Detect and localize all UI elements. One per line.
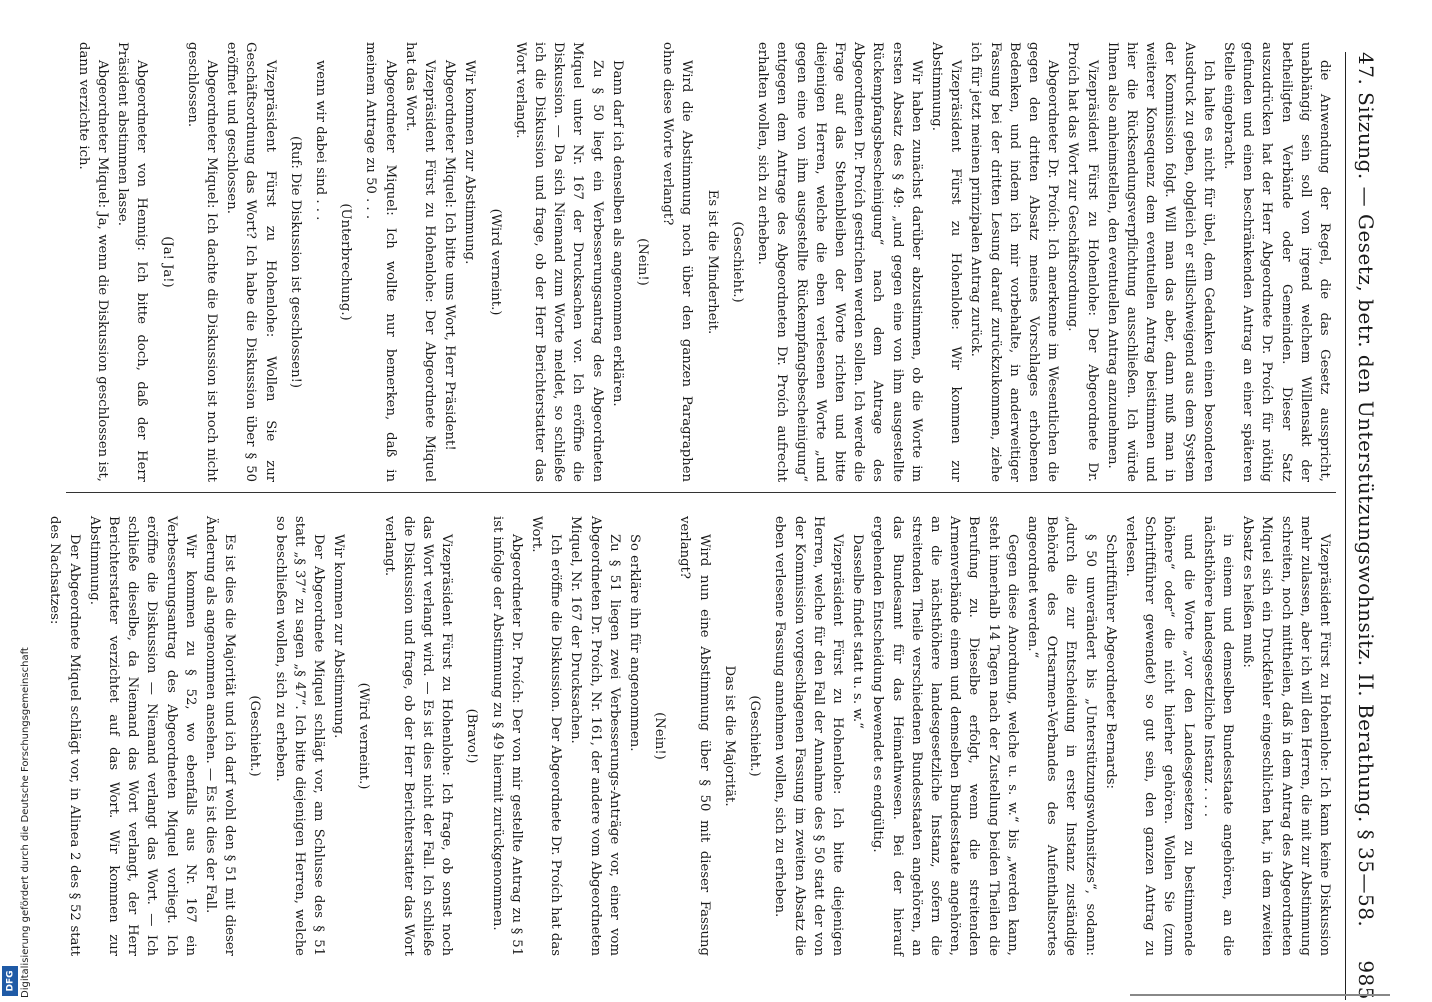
paragraph: Zu § 51 liegen zwei Verbesserungs-Anträge vor, einer vom Abgeordneten Dr. Proích, Nr. 161, der andere vom Abgeordneten Miquel, Nr. 167 der Drucksachen. (568, 516, 622, 956)
digitization-text: Digitalisierung gefördert durch die Deutsche Forschungsgemeinschaft (20, 647, 31, 998)
rotated-page-content (46, 0, 1386, 1000)
paragraph: Schriftführer Abgeordneter Bernards: (1102, 534, 1118, 789)
header-title: 47. Sitzung. — Gesetz, betr. den Unterstützungswohnsitz. II. Berathung. § 35—58. (1354, 52, 1378, 928)
paragraph: Wird die Abstimmung noch über den ganzen Paragraphen ohne diese Worte verlangt? (660, 42, 695, 482)
paragraph: Ich halte es nicht für übel, dem Gedanken einen besonderen Ausdruck zu geben, obgleich er stillschweigend aus dem System der Kommission folgt. Will man das aber, dann muß man in weiterer Konsequenz dem eventuellen Antrag beistimmen und hier die Rücksendungsverpflichtung ausschließen. Ich würde Ihnen also anheimstellen, den eventuellen Antrag anzunehmen. (1104, 42, 1216, 482)
paragraph: (Ja! Ja!) (159, 236, 175, 288)
paragraph: (Geschieht.) (729, 221, 745, 303)
paragraph: Vizepräsident Fürst zu Hohenlohe: Ich bitte diejenigen Herren, welche für den Fall der Annahme des § 50 statt der von der Kommission vorgeschlagenen Fassung im zweiten Absatz die eben verlesene Fassung annehmen wollen, sich zu erheben. (772, 516, 845, 956)
paragraph: (Nein!) (635, 238, 651, 286)
paragraph: (Bravo!) (464, 708, 480, 764)
dfg-logo (2, 966, 18, 996)
paragraph: (Unterbrechung.) (338, 203, 354, 321)
paragraph: Abgeordneter von Hennig: Ich bitte doch, daß der Herr Präsident abstimmen lasse. (115, 42, 150, 482)
paragraph: Zu § 50 liegt ein Verbesserungsantrag des Abgeordneten Miquel unter Nr. 167 der Drucksachen vor. Ich eröffne die Diskussion. — Da sich Niemand zum Worte meldet, so schließe ich die Diskussion und frage, ob der Herr Berichterstatter das Wort verlangt. (512, 42, 605, 482)
paragraph: Abgeordneter Miquel: Ich dachte die Diskussion ist noch nicht geschlossen. (184, 42, 220, 482)
paragraph: (Geschieht.) (247, 695, 263, 777)
paragraph: Es ist die Minderheit. (704, 189, 720, 335)
paragraph: Es ist dies die Majorität und ich darf wohl den § 51 mit dieser Änderung als angenommen ansehen. — Es ist dies der Fall. (203, 516, 238, 956)
paragraph: § 50 unverändert bis „Unterstützungswohnsitzes“, sodann: „durch die zur Entscheidung in erster Instanz zuständige Behörde des Ortsarmen-Verbandes des Aufenthaltsortes angeordnet werden.“ (1024, 516, 1098, 956)
paragraph: Dasselbe findet statt u. s. w.“ (850, 534, 866, 729)
paragraph: in einem und demselben Bundesstaate angehören, an die nächsthöhere landesgesetzliche Instanz . . . . (1200, 516, 1235, 956)
paragraph: Dann darf ich denselben als angenommen erklären. (609, 60, 625, 407)
paragraph: und die Worte „vor den Landesgesetzen zu bestimmende höhere“ oder“ die nicht hierher gehören. Wollen Sie (zum Schriftführer gewendet) so gut sein, den ganzen Antrag zu verlesen. (1122, 516, 1196, 956)
dfg-logo-text: DFG (5, 970, 16, 992)
paragraph: Vizepräsident Fürst zu Hohenlohe: Wollen Sie zur Geschäftsordnung das Wort? Ich habe die Diskussion über § 50 eröffnet und geschlossen. (224, 42, 278, 482)
paragraph: Der Abgeordnete Miquel schlägt vor, in Alinea 2 des § 52 statt des Nachsatzes: (47, 516, 82, 956)
paragraph: So erkläre ihn für angenommen. (627, 534, 643, 752)
scan-edge-mark (1130, 994, 1390, 1002)
paragraph: Abgeordneter Dr. Proích: Ich anerkenne im Wesentlichen die gegen den dritten Absatz meines Vorschlages erhobenen Bedenken, und indem ich mir vorbehalte, in anderweitiger Fassung bei der dritten Lesung darauf zurückzukommen, ziehe ich für jetzt meinen prinzipalen Antrag zurück. (968, 42, 1061, 482)
right-column (44, 516, 1334, 956)
digitization-note (0, 0, 31, 1000)
page-header (1345, 52, 1386, 1000)
paragraph: Vizepräsident Fürst zu Hohenlohe: Der Abgeordnete Miquel hat das Wort. (402, 42, 438, 482)
paragraph: wenn wir dabei sind . . . (313, 60, 329, 221)
paragraph: (Geschieht.) (747, 695, 763, 777)
paragraph: (Nein!) (652, 712, 668, 760)
paragraph: Vizepräsident Fürst zu Hohenlohe: Der Abgeordnete Dr. Proích hat das Wort zur Geschäftsordnung. (1065, 42, 1100, 482)
paragraph: Vizepräsident Fürst zu Hohenlohe: Ich kann keine Diskussion mehr zulassen, aber ich will den Herren, die mit zur Abstimmung schreiten, noch mittheilen, daß in dem Antrag des Abgeordneten Miquel sich ein Druckfehler eingeschlichen hat, in dem zweiten Absatz es heißen muß: (1240, 516, 1332, 956)
paragraph: Wir kommen zur Abstimmung. (462, 60, 478, 265)
paragraph: Abgeordneter Miquel: Ich wollte nur bemerken, daß in meinem Antrage zu 50 . . . (363, 42, 398, 482)
paragraph: Abgeordneter Dr. Proích: Der von mir gestellte Antrag zu § 51 ist infolge der Abstimmung zu § 49 hiermit zurückgenommen. (489, 516, 524, 956)
paragraph: (Wird verneint.) (356, 682, 372, 790)
paragraph: die Anwendung der Regel, die das Gesetz ausspricht, unabhängig sein soll von irgend welchem Willensakt der betheiligten Verbände oder Gemeinden. Dieser Satz auszudrücken hat der Herr Abgeordnete Dr. Proích für nöthig gefunden und einen beschränkenden Antrag an einer späteren Stelle eingebracht. (1220, 42, 1332, 482)
paragraph: Wir kommen zu § 52, wo ebenfalls aus Nr. 167 ein Verbesserungsantrag des Abgeordneten Miquel vorliegt. Ich eröffne die Diskussion — Niemand verlangt das Wort. — Ich schließe dieselbe, da Niemand das Wort verlangt, der Herr Berichterstatter verzichtet auf das Wort. Wir kommen zur Abstimmung. (86, 516, 198, 956)
paragraph: Vizepräsident Fürst zu Hohenlohe: Ich frage, ob sonst noch das Wort verlangt wird. — Es ist dies nicht der Fall. Ich schließe die Diskussion und frage, ob der Herr Berichterstatter das Wort verlangt. (381, 516, 455, 956)
paragraph: Abgeordneter Miquel: Ich bitte ums Wort, Herr Präsident! (442, 60, 458, 451)
paragraph: Der Abgeordnete Miquel schlägt vor, am Schlusse des § 51 statt „§ 37“ zu sagen „§ 47“. Ich bitte diejenigen Herren, welche so beschließen wollen, sich zu erheben. (272, 516, 327, 956)
paragraph: Wir haben zunächst darüber abzustimmen, ob die Worte im ersten Absatz des § 49: „und gegen eine von ihm ausgestellte Rückempfangsbescheinigung“ nach dem Antrage des Abgeordneten Dr. Proích gestrichen werden sollen. Ich werde die Frage auf das Stehenbleiben der Worte richten und bitte diejenigen Herren, welche die eben verlesenen Worte „und gegen eine von ihm ausgestellte Rückempfangsbescheinigung“ entgegen dem Antrage des Abgeordneten Dr. Proích aufrecht erhalten wollen, sich zu erheben. (755, 42, 924, 482)
paragraph: Vizepräsident Fürst zu Hohenlohe: Wir kommen zur Abstimmung. (928, 42, 964, 482)
paragraph: Wird nun eine Abstimmung über § 50 mit dieser Fassung verlangt? (677, 516, 712, 956)
paragraph: Wir kommen zur Abstimmung. (331, 534, 347, 739)
paragraph: Das ist die Majorität. (721, 665, 737, 807)
paragraph: Ich eröffne die Diskussion. Der Abgeordnete Dr. Proích hat das Wort. (529, 516, 564, 956)
left-column (73, 42, 1334, 482)
paragraph: Gegen diese Anordnung, welche u. s. w.“ bis „werden kann, steht innerhalb 14 Tagen nach der Zustellung beiden Theilen die Berufung zu. Dieselbe erfolgt, wenn die streitenden Armenverbände einem und demselben Bundesstaate angehören, an die nächsthöhere landesgesetzliche Instanz, sofern die streitenden Theile verschiedenen Bundesstaaten angehören, an das Bundesamt für das Heimathwesen. Bei der hierauf ergehenden Entscheidung bewendet es endgültig. (870, 516, 1020, 956)
column-divider (66, 492, 1336, 493)
page-number: 985 (1354, 960, 1378, 1000)
paragraph: (Wird verneint.) (487, 208, 503, 316)
paragraph: (Ruf: Die Diskussion ist geschlossen!) (287, 135, 303, 389)
paragraph: Abgeordneter Miquel: Ja, wenn die Diskussion geschlossen ist, dann verzichte ich. (75, 42, 111, 482)
